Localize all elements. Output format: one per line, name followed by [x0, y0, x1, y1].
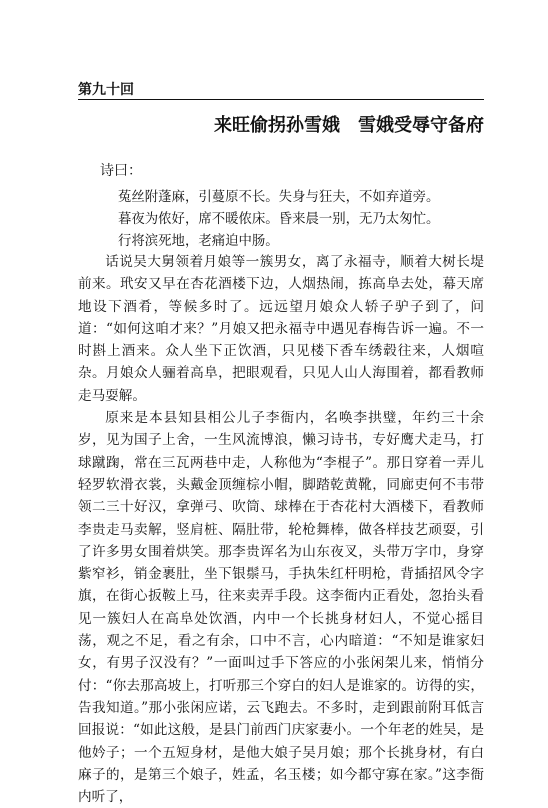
- poem-line: 暮夜为侬好，席不暖侬床。昏来晨一别，无乃太匆忙。: [118, 212, 440, 227]
- chapter-title: 来旺偷拐孙雪娥 雪娥受辱守备府: [214, 115, 484, 136]
- paragraph: 原来是本县知县相公儿子李衙内，名唤李拱璧，年约三十余岁，见为国子上舍，一生风流博浪，懒习诗书，专好鹰犬走马，打球蹴踘，常在三瓦两巷中走，人称他为“李棍子”。那日穿着一弄儿轻罗软滑衣裳，头戴金顶缠棕小帽，脚踏乾黄靴，同廊吏何不韦带领二三十好汉，拿弹弓、吹筒、球棒在于杏花村大酒楼下，看教师李贵走马卖解，竖肩桩、隔肚带，轮枪舞棒，做各样技艺顽耍，引了许多男女围着烘笑。那李贵诨名为山东夜叉，头带万字巾，身穿紫窄衫，销金裹肚，坐下银鬃马，手执朱红杆明枪，背插招风令字旗，在街心扳鞍上马，往来卖弄手段。这李衙内正看处，忽抬头看见一簇妇人在高阜处饮酒，内中一个长挑身材妇人，不觉心摇目荡，观之不足，看之有余，口中不言，心内暗道：“不知是谁家妇女，有男子汉没有？”一面叫过手下答应的小张闲架儿来，悄悄分付：“你去那高坡上，打听那三个穿白的妇人是谁家的。访得的实，告我知道。”那小张闲应诺，云飞跑去。不多时，走到跟前附耳低言回报说：“如此这般，是县门前西门庆家妻小。一个年老的姓吴，是他妗子；一个五短身材，是他大娘子吴月娘；那个长挑身材，有白麻子的，是第三个娘子，姓孟，名玉楼；如今都守寡在家。”这李衙内听了，: [78, 410, 484, 806]
- poem-line: 行将滨死地，老痛迫中肠。: [118, 234, 279, 249]
- body-text: [78, 251, 484, 808]
- poem-intro: 诗曰：: [100, 163, 142, 179]
- poem-line: 菟丝附蓬麻，引蔓原不长。失身与狂夫，不如弃道旁。: [118, 190, 440, 205]
- poem: [118, 187, 439, 253]
- paragraph: 话说吴大舅领着月娘等一簇男女，离了永福寺，顺着大树长堤前来。玳安又早在杏花酒楼下边，人烟热闹，拣高阜去处，幕天席地设下酒肴，等候多时了。远远望月娘众人轿子驴子到了，问道：“如何这咱才来？”月娘又把永福寺中遇见春梅告诉一遍。不一时斟上酒来。众人坐下正饮酒，只见楼下香车绣毂往来，人烟喧杂。月娘众人骊着高阜，把眼观看，只见人山人海围着，都看教师走马耍解。: [78, 254, 484, 404]
- header-rule: [78, 99, 484, 100]
- chapter-number: 第九十回: [78, 82, 134, 98]
